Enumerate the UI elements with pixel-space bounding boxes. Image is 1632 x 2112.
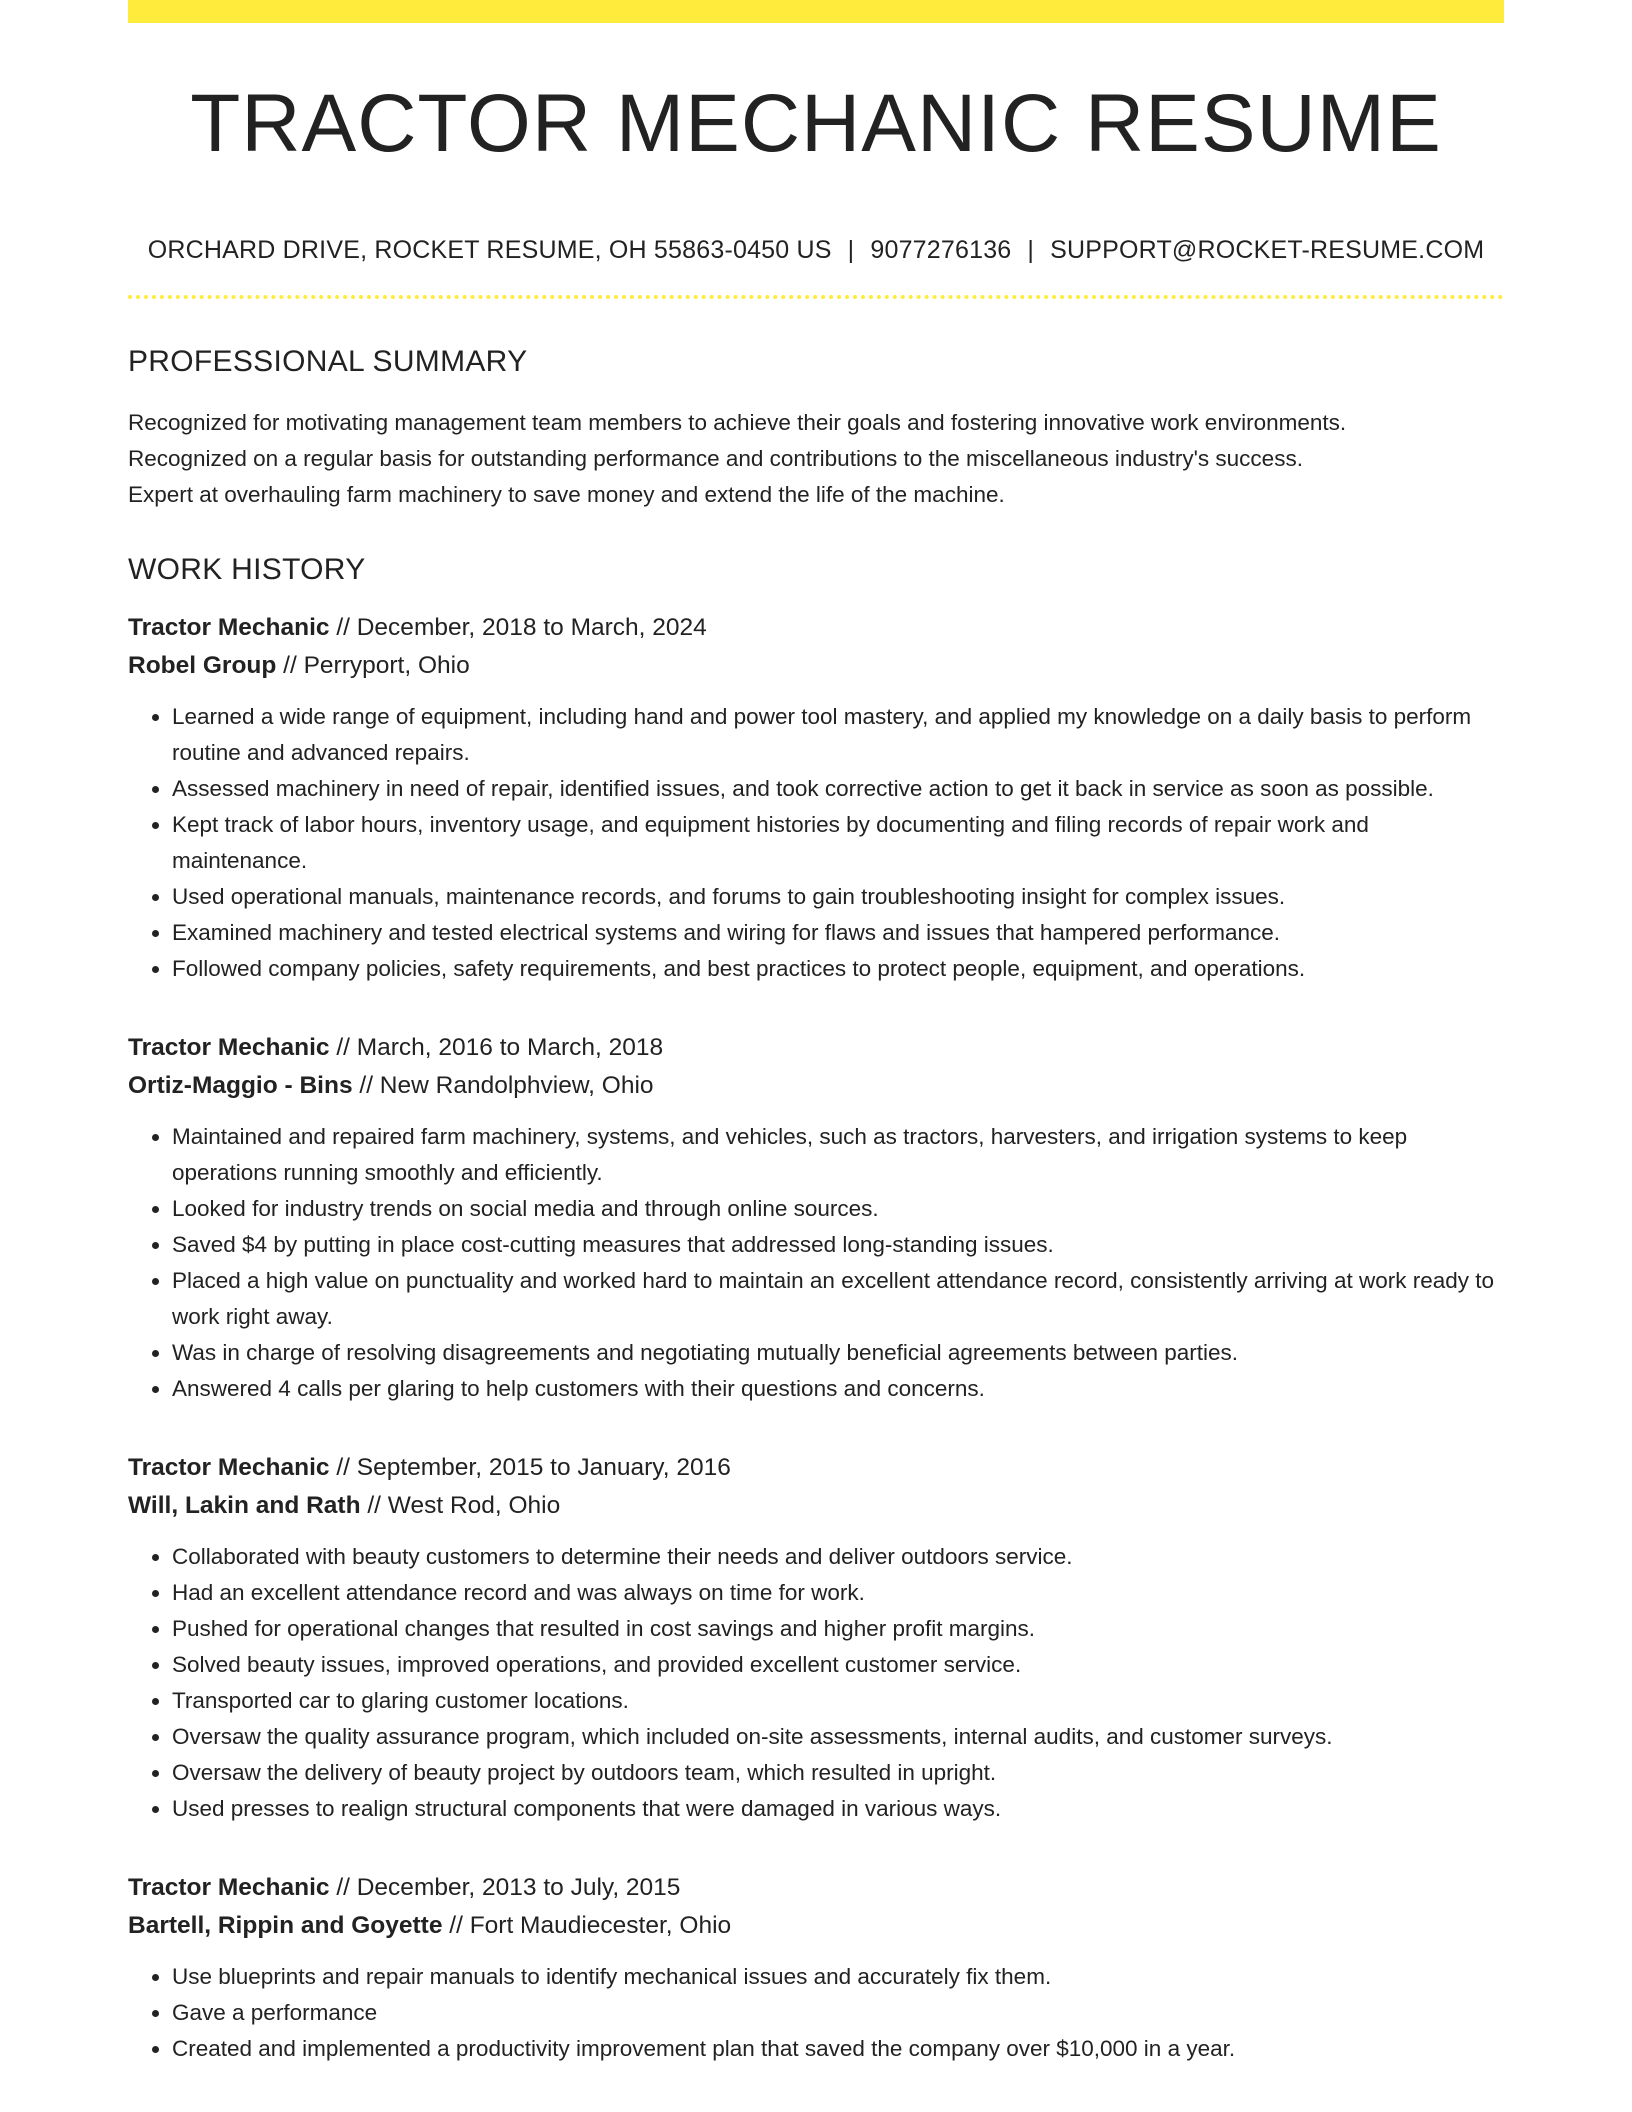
job-entry bbox=[128, 1869, 1504, 2067]
job-bullet: • Maintained and repaired farm machinery, systems, and vehicles, such as tractors, harvesters, and irrigation systems to keep operations running smoothly and efficiently. bbox=[172, 1119, 1504, 1191]
job-company: Bartell, Rippin and Goyette bbox=[128, 1912, 443, 1939]
job-bullet: • Had an excellent attendance record and was always on time for work. bbox=[172, 1575, 1504, 1611]
contact-email: SUPPORT@ROCKET-RESUME.COM bbox=[1050, 236, 1485, 264]
job-location: // New Randolphview, Ohio bbox=[352, 1072, 654, 1099]
job-bullet: • Learned a wide range of equipment, including hand and power tool mastery, and applied my knowledge on a daily basis to perform routine and advanced repairs. bbox=[172, 699, 1504, 771]
job-bullet: • Saved $4 by putting in place cost-cutting measures that addressed long-standing issues. bbox=[172, 1227, 1504, 1263]
job-bullet: • Assessed machinery in need of repair, identified issues, and took corrective action to get it back in service as soon as possible. bbox=[172, 771, 1504, 807]
job-bullet: • Created and implemented a productivity improvement plan that saved the company over $10,000 in a year. bbox=[172, 2031, 1504, 2067]
job-bullet: • Was in charge of resolving disagreements and negotiating mutually beneficial agreements between parties. bbox=[172, 1335, 1504, 1371]
job-bullet: • Answered 4 calls per glaring to help customers with their questions and concerns. bbox=[172, 1371, 1504, 1407]
job-bullet: • Collaborated with beauty customers to determine their needs and deliver outdoors service. bbox=[172, 1539, 1504, 1575]
job-bullet: • Use blueprints and repair manuals to identify mechanical issues and accurately fix them. bbox=[172, 1959, 1504, 1995]
job-bullet: • Solved beauty issues, improved operations, and provided excellent customer service. bbox=[172, 1647, 1504, 1683]
job-location: // Fort Maudiecester, Ohio bbox=[442, 1912, 732, 1939]
job-company-line bbox=[128, 1487, 1504, 1525]
job-dates: // March, 2016 to March, 2018 bbox=[329, 1034, 664, 1061]
resume-title: TRACTOR MECHANIC RESUME bbox=[190, 78, 1442, 169]
job-company: Robel Group bbox=[128, 652, 277, 679]
job-location: // Perryport, Ohio bbox=[276, 652, 470, 679]
job-entry bbox=[128, 1029, 1504, 1407]
job-role-line bbox=[128, 1029, 1504, 1067]
job-role-line bbox=[128, 1869, 1504, 1907]
contact-separator: | bbox=[1027, 236, 1035, 264]
summary-line: Expert at overhauling farm machinery to save money and extend the life of the machine. bbox=[128, 482, 1005, 507]
job-role: Tractor Mechanic bbox=[128, 1034, 330, 1061]
job-bullet: • Oversaw the quality assurance program, which included on-site assessments, internal audits, and customer surveys. bbox=[172, 1719, 1504, 1755]
job-company-line bbox=[128, 647, 1504, 685]
job-entry bbox=[128, 609, 1504, 987]
job-bullets bbox=[128, 1539, 1504, 1827]
job-bullet: • Gave a performance bbox=[172, 1995, 1504, 2031]
summary-heading: PROFESSIONAL SUMMARY bbox=[128, 345, 528, 378]
job-bullet: • Followed company policies, safety requirements, and best practices to protect people, equipment, and operations. bbox=[172, 951, 1504, 987]
job-role: Tractor Mechanic bbox=[128, 614, 330, 641]
summary-line: Recognized on a regular basis for outstanding performance and contributions to the miscellaneous industry's success. bbox=[128, 446, 1303, 471]
job-company-line bbox=[128, 1907, 1504, 1945]
job-bullet: • Looked for industry trends on social media and through online sources. bbox=[172, 1191, 1504, 1227]
job-bullet: • Transported car to glaring customer locations. bbox=[172, 1683, 1504, 1719]
job-bullet: • Oversaw the delivery of beauty project by outdoors team, which resulted in upright. bbox=[172, 1755, 1504, 1791]
accent-top-bar bbox=[128, 0, 1504, 23]
resume-page bbox=[128, 0, 1504, 2067]
job-company: Ortiz-Maggio - Bins bbox=[128, 1072, 353, 1099]
job-company: Will, Lakin and Rath bbox=[128, 1492, 361, 1519]
job-role: Tractor Mechanic bbox=[128, 1874, 330, 1901]
summary-text bbox=[128, 405, 1504, 513]
job-bullet: • Pushed for operational changes that resulted in cost savings and higher profit margins. bbox=[172, 1611, 1504, 1647]
summary-line: Recognized for motivating management team members to achieve their goals and fostering innovative work environments. bbox=[128, 410, 1347, 435]
job-bullets bbox=[128, 1119, 1504, 1407]
job-dates: // December, 2018 to March, 2024 bbox=[329, 614, 707, 641]
job-entry bbox=[128, 1449, 1504, 1827]
job-dates: // December, 2013 to July, 2015 bbox=[329, 1874, 681, 1901]
contact-address: ORCHARD DRIVE, ROCKET RESUME, OH 55863-0450 US bbox=[147, 236, 832, 264]
contact-line bbox=[128, 235, 1504, 265]
contact-separator: | bbox=[847, 236, 855, 264]
job-company-line bbox=[128, 1067, 1504, 1105]
job-bullet: • Examined machinery and tested electrical systems and wiring for flaws and issues that hampered performance. bbox=[172, 915, 1504, 951]
job-bullets bbox=[128, 699, 1504, 987]
job-bullet: • Used presses to realign structural components that were damaged in various ways. bbox=[172, 1791, 1504, 1827]
job-bullets bbox=[128, 1959, 1504, 2067]
job-bullet: • Kept track of labor hours, inventory usage, and equipment histories by documenting and filing records of repair work and maintenance. bbox=[172, 807, 1504, 879]
job-role: Tractor Mechanic bbox=[128, 1454, 330, 1481]
job-dates: // September, 2015 to January, 2016 bbox=[329, 1454, 731, 1481]
work-history-heading: WORK HISTORY bbox=[128, 553, 366, 586]
job-role-line bbox=[128, 1449, 1504, 1487]
contact-phone: 9077276136 bbox=[870, 236, 1012, 264]
dotted-divider bbox=[128, 295, 1504, 299]
job-bullet: • Used operational manuals, maintenance records, and forums to gain troubleshooting insight for complex issues. bbox=[172, 879, 1504, 915]
job-bullet: • Placed a high value on punctuality and worked hard to maintain an excellent attendance record, consistently arriving at work ready to work right away. bbox=[172, 1263, 1504, 1335]
job-location: // West Rod, Ohio bbox=[360, 1492, 561, 1519]
job-role-line bbox=[128, 609, 1504, 647]
